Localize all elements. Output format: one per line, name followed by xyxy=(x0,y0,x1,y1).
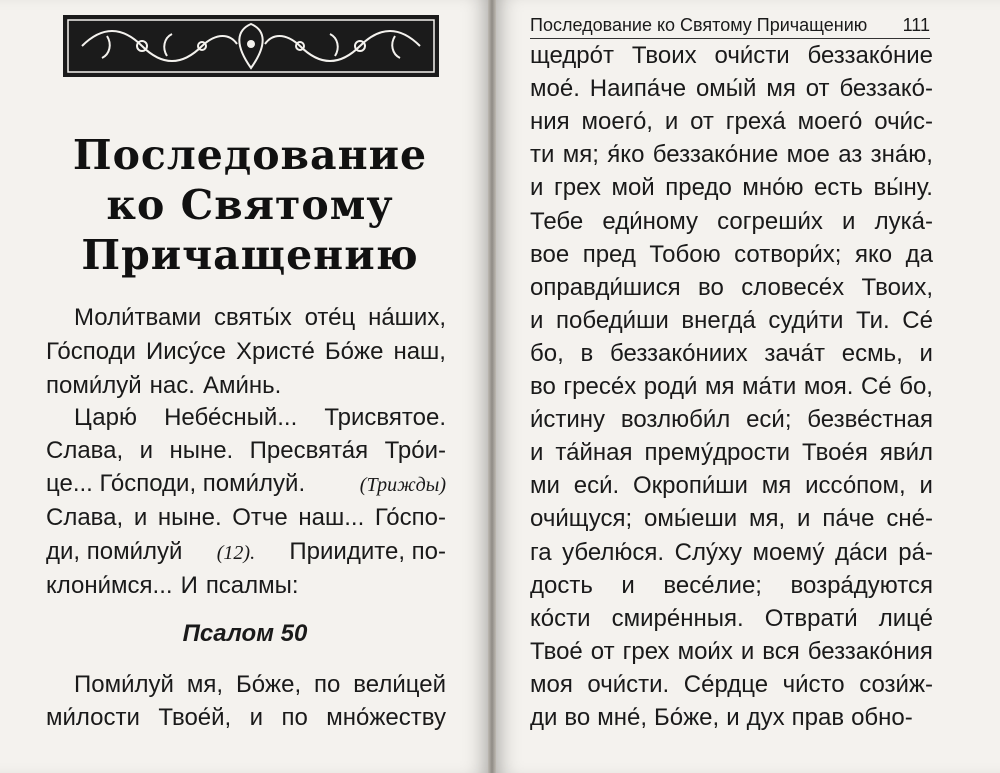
word: Пресвята́я xyxy=(249,437,369,464)
text-line xyxy=(530,441,933,465)
word: бо, xyxy=(899,373,933,400)
text-segment: це... Го́споди, поми́луй. xyxy=(46,470,306,497)
text-line xyxy=(46,540,446,564)
text-line xyxy=(46,472,446,496)
word: Се́ xyxy=(860,373,892,400)
word: да xyxy=(905,240,933,268)
word: Наипа́че xyxy=(589,75,687,103)
word: Трисвятое. xyxy=(324,404,446,431)
word: и xyxy=(664,108,679,136)
word: от xyxy=(590,637,615,665)
text-line xyxy=(530,538,933,566)
word: еди́ному xyxy=(602,207,698,235)
word: мое́. xyxy=(530,75,580,103)
text-segment: ди, поми́луй xyxy=(46,538,183,565)
word: сози́ж- xyxy=(859,670,933,698)
text-line xyxy=(530,240,933,268)
word: и xyxy=(842,207,856,235)
word: Иису́се xyxy=(146,338,227,365)
title-line-2: ко Святому xyxy=(106,181,394,229)
word: от xyxy=(805,75,830,103)
word: и xyxy=(919,472,933,500)
word: Твоих xyxy=(631,42,697,69)
word: ния xyxy=(530,108,570,136)
word: ти xyxy=(530,141,555,169)
word: очи́сти. xyxy=(587,670,670,698)
page-number: 111 xyxy=(902,15,930,35)
word: возлюби́л xyxy=(620,406,731,434)
word: Тро́и- xyxy=(384,437,446,464)
word: прему́дрости xyxy=(644,439,791,467)
word: и xyxy=(530,306,544,334)
word: предо xyxy=(665,174,732,202)
word: грех xyxy=(553,174,601,202)
word: поми́луй xyxy=(46,372,142,399)
text-line xyxy=(530,706,933,730)
word: моя xyxy=(530,670,573,698)
word: согреши́х xyxy=(717,207,823,235)
text-line xyxy=(530,408,933,432)
text-line xyxy=(530,77,933,101)
word: гресе́х xyxy=(563,373,637,400)
word: лука́- xyxy=(874,207,933,235)
word: Твоих, xyxy=(861,273,933,301)
ornament-headpiece-icon xyxy=(62,14,440,78)
word: моего́ xyxy=(797,108,863,136)
rubric-note: (12). xyxy=(216,542,256,564)
word: омы́й xyxy=(695,75,757,103)
word: внегда́ xyxy=(681,306,756,334)
word: Тебе xyxy=(530,207,584,235)
text-line xyxy=(530,44,933,68)
word: ди xyxy=(530,704,558,731)
word: и́стину xyxy=(530,406,606,434)
word: зна́ю, xyxy=(870,141,933,169)
text-line xyxy=(530,637,933,665)
word: от xyxy=(690,108,714,136)
text-line xyxy=(530,143,933,167)
word: роди́ xyxy=(643,373,698,400)
text-line xyxy=(530,604,933,632)
word: ма́ти xyxy=(742,373,797,400)
word: есмь, xyxy=(841,339,903,367)
word: и xyxy=(133,504,148,531)
rubric-note: (Трижды) xyxy=(359,474,446,496)
word: иссо́пом, xyxy=(805,472,906,500)
word: моему́ xyxy=(752,538,825,566)
word: есть xyxy=(814,174,863,202)
word: и xyxy=(919,339,933,367)
word: беззако́ние xyxy=(652,141,779,169)
word: вы́ну. xyxy=(873,174,933,202)
word: чи́сто xyxy=(782,670,845,698)
word: мя xyxy=(766,75,796,103)
word: сне́- xyxy=(886,505,933,533)
word: суди́ти xyxy=(768,306,844,334)
word: мя, xyxy=(749,505,786,533)
word: наш... xyxy=(298,504,365,531)
word: еси́. xyxy=(573,472,620,500)
text-line xyxy=(530,207,933,235)
word: очи́щуся; xyxy=(530,505,633,533)
word: И xyxy=(180,572,198,599)
word: Христе́ xyxy=(236,338,315,365)
text-line xyxy=(46,340,446,364)
word: грех xyxy=(622,637,670,665)
word: по xyxy=(314,671,341,698)
text-line xyxy=(530,176,933,200)
word: и xyxy=(726,704,740,731)
text-line xyxy=(46,706,446,730)
word: Твое́ xyxy=(530,637,583,665)
word: мне́, xyxy=(597,704,648,731)
word: лице́ xyxy=(878,604,933,632)
word: очи́с- xyxy=(874,108,933,136)
word: беззако́- xyxy=(839,75,933,103)
word: словесе́х xyxy=(741,273,845,301)
text-line xyxy=(530,273,933,301)
word: убелю́ся. xyxy=(562,538,665,566)
word: Го́спо- xyxy=(374,504,446,531)
word: яко xyxy=(855,240,893,268)
word: очи́сти xyxy=(714,42,790,69)
text-line xyxy=(46,439,446,463)
word: весе́лие; xyxy=(663,571,762,599)
word: беззако́ния xyxy=(807,637,933,665)
word: Отврати́ xyxy=(764,604,858,632)
word: Тобою xyxy=(649,240,721,268)
book-gutter xyxy=(488,0,496,773)
word: да́си xyxy=(834,538,888,566)
text-line xyxy=(46,374,446,398)
word: Твое́й, xyxy=(158,704,232,731)
word: беззако́ние xyxy=(807,42,933,69)
word: Окропи́ши xyxy=(633,472,748,500)
word: и xyxy=(530,439,544,467)
text-line xyxy=(530,507,933,531)
word: оте́ц xyxy=(304,304,356,331)
word: дух xyxy=(746,704,785,731)
title-line-3: Причащению xyxy=(81,231,419,279)
word: га xyxy=(530,538,552,566)
word: и xyxy=(740,637,755,665)
word: во xyxy=(698,273,724,301)
word: и xyxy=(621,571,635,599)
word: оправди́шися xyxy=(530,273,681,301)
word: Твое́я xyxy=(802,439,868,467)
word: нас. xyxy=(149,372,195,399)
word: ко́сти xyxy=(530,604,591,632)
text-line xyxy=(74,406,446,430)
text-segment: Приидите, по- xyxy=(289,538,446,565)
psalm-heading: Псалом 50 xyxy=(182,620,308,647)
word: еси́; xyxy=(746,406,792,434)
text-line xyxy=(530,571,933,599)
word: Се́ xyxy=(902,306,933,334)
text-line xyxy=(74,673,446,697)
word: беззако́ниих xyxy=(610,339,748,367)
word: по xyxy=(281,704,308,731)
word: мно́ю xyxy=(742,174,804,202)
word: щедро́т xyxy=(530,42,614,69)
text-line xyxy=(46,506,446,530)
word: и xyxy=(249,704,264,731)
word: вели́цей xyxy=(353,671,446,698)
word: зача́т xyxy=(764,339,826,367)
word: ныне. xyxy=(169,437,234,464)
word: во xyxy=(564,704,591,731)
word: и xyxy=(139,437,154,464)
word: дость xyxy=(530,571,593,599)
word: обно- xyxy=(851,704,913,731)
text-line xyxy=(530,670,933,698)
word: псалмы: xyxy=(205,572,299,599)
word: Слава, xyxy=(46,437,124,464)
word: Небе́сный... xyxy=(164,404,298,431)
word: в xyxy=(580,339,594,367)
word: возра́дуются xyxy=(790,571,933,599)
word: я́ко xyxy=(607,141,645,169)
word: клони́мся... xyxy=(46,572,173,599)
word: Слава, xyxy=(46,504,124,531)
word: смире́нныя. xyxy=(611,604,744,632)
word: моя. xyxy=(803,373,854,400)
word: омы́еши xyxy=(644,505,738,533)
word: ми́лости xyxy=(46,704,140,731)
word: яви́л xyxy=(879,439,933,467)
word: Се́рдце xyxy=(683,670,769,698)
word: Царю́ xyxy=(74,404,137,431)
text-line xyxy=(530,375,933,399)
word: та́йная xyxy=(555,439,633,467)
word: прав xyxy=(791,704,845,731)
text-line xyxy=(530,339,933,367)
word: Бо́же, xyxy=(235,671,302,698)
word: вое xyxy=(530,240,570,268)
text-line xyxy=(530,110,933,134)
word: Поми́луй xyxy=(74,671,174,698)
word: вся xyxy=(762,637,800,665)
word: наш, xyxy=(393,338,446,365)
text-line xyxy=(74,306,446,330)
word: Бо́же xyxy=(324,338,384,365)
word: ра́- xyxy=(898,538,933,566)
running-header xyxy=(530,14,930,39)
title-line-1: Последование xyxy=(72,131,428,179)
word: святы́х xyxy=(214,304,292,331)
word: ми xyxy=(530,472,560,500)
word: бо, xyxy=(530,339,564,367)
word: мя xyxy=(761,472,792,500)
word: греха́ xyxy=(725,108,786,136)
word: Ами́нь. xyxy=(202,372,282,399)
word: победи́ши xyxy=(556,306,669,334)
text-line xyxy=(530,474,933,498)
word: и xyxy=(530,174,544,202)
word: мя, xyxy=(186,671,224,698)
word: мно́жеству xyxy=(326,704,446,731)
word: мой xyxy=(611,174,655,202)
text-line xyxy=(46,574,446,598)
word: сотвори́х; xyxy=(734,240,842,268)
word: на́ших, xyxy=(368,304,446,331)
word: мя; xyxy=(562,141,599,169)
word: мое xyxy=(786,141,830,169)
word: безве́стная xyxy=(807,406,933,434)
word: па́че xyxy=(822,505,875,533)
word: Го́споди xyxy=(46,338,136,365)
text-line xyxy=(530,306,933,334)
word: моего́, xyxy=(581,108,653,136)
word: Отче xyxy=(232,504,288,531)
word: пред xyxy=(582,240,636,268)
word: Ти. xyxy=(855,306,890,334)
word: Слу́ху xyxy=(674,538,742,566)
word: Моли́твами xyxy=(74,304,202,331)
word: мя xyxy=(704,373,735,400)
word: мои́х xyxy=(677,637,733,665)
running-header-title: Последование ко Святому Причащению xyxy=(530,15,868,35)
word: во xyxy=(530,373,556,400)
word: и xyxy=(797,505,811,533)
word: аз xyxy=(838,141,863,169)
word: ныне. xyxy=(157,504,222,531)
word: Бо́же, xyxy=(654,704,720,731)
